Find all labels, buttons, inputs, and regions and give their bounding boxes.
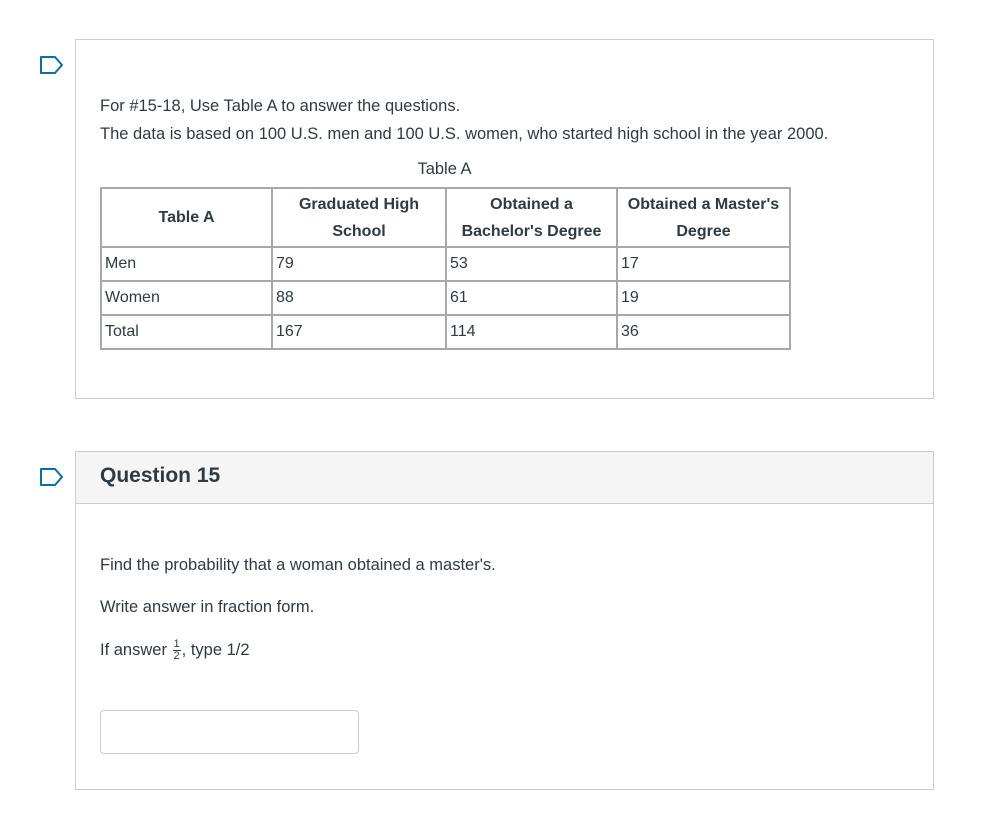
answer-input[interactable] bbox=[100, 710, 359, 754]
row-label: Women bbox=[101, 281, 272, 315]
question-instruction: Write answer in fraction form. bbox=[100, 598, 315, 616]
question-block bbox=[75, 451, 934, 790]
question-prompt: Find the probability that a woman obtained a master's. bbox=[100, 556, 496, 574]
example-prefix: If answer bbox=[100, 640, 167, 659]
table-row bbox=[101, 281, 790, 315]
table-corner-header: Table A bbox=[101, 188, 272, 247]
question-example bbox=[100, 639, 250, 662]
example-suffix: , type 1/2 bbox=[181, 640, 250, 659]
table-row bbox=[101, 315, 790, 349]
column-header: Obtained a Master's Degree bbox=[617, 188, 790, 247]
fraction-denominator: 2 bbox=[173, 650, 180, 662]
fraction-numerator: 1 bbox=[173, 638, 180, 650]
intro-line-2: The data is based on 100 U.S. men and 100 U.S. women, who started high school in the year 2000. bbox=[100, 125, 829, 143]
table-caption: Table A bbox=[417, 160, 472, 178]
table-cell: 88 bbox=[272, 281, 446, 315]
column-header: Graduated High School bbox=[272, 188, 446, 247]
example-fraction bbox=[173, 639, 181, 662]
table-cell: 17 bbox=[617, 247, 790, 281]
row-label: Men bbox=[101, 247, 272, 281]
table-cell: 79 bbox=[272, 247, 446, 281]
table-row bbox=[101, 247, 790, 281]
row-label: Total bbox=[101, 315, 272, 349]
table-cell: 19 bbox=[617, 281, 790, 315]
table-cell: 167 bbox=[272, 315, 446, 349]
question-title: Question 15 bbox=[100, 464, 221, 487]
table-cell: 114 bbox=[446, 315, 617, 349]
intro-text bbox=[100, 92, 828, 148]
bookmark-flag-icon[interactable] bbox=[39, 55, 65, 75]
bookmark-flag-icon[interactable] bbox=[39, 467, 65, 487]
table-cell: 36 bbox=[617, 315, 790, 349]
table-cell: 61 bbox=[446, 281, 617, 315]
table-header-row bbox=[101, 188, 790, 247]
column-header: Obtained a Bachelor's Degree bbox=[446, 188, 617, 247]
question-header bbox=[76, 452, 933, 504]
intro-line-1: For #15-18, Use Table A to answer the questions. bbox=[100, 97, 461, 115]
text-only-block bbox=[75, 39, 934, 399]
table-cell: 53 bbox=[446, 247, 617, 281]
data-table bbox=[100, 187, 791, 350]
